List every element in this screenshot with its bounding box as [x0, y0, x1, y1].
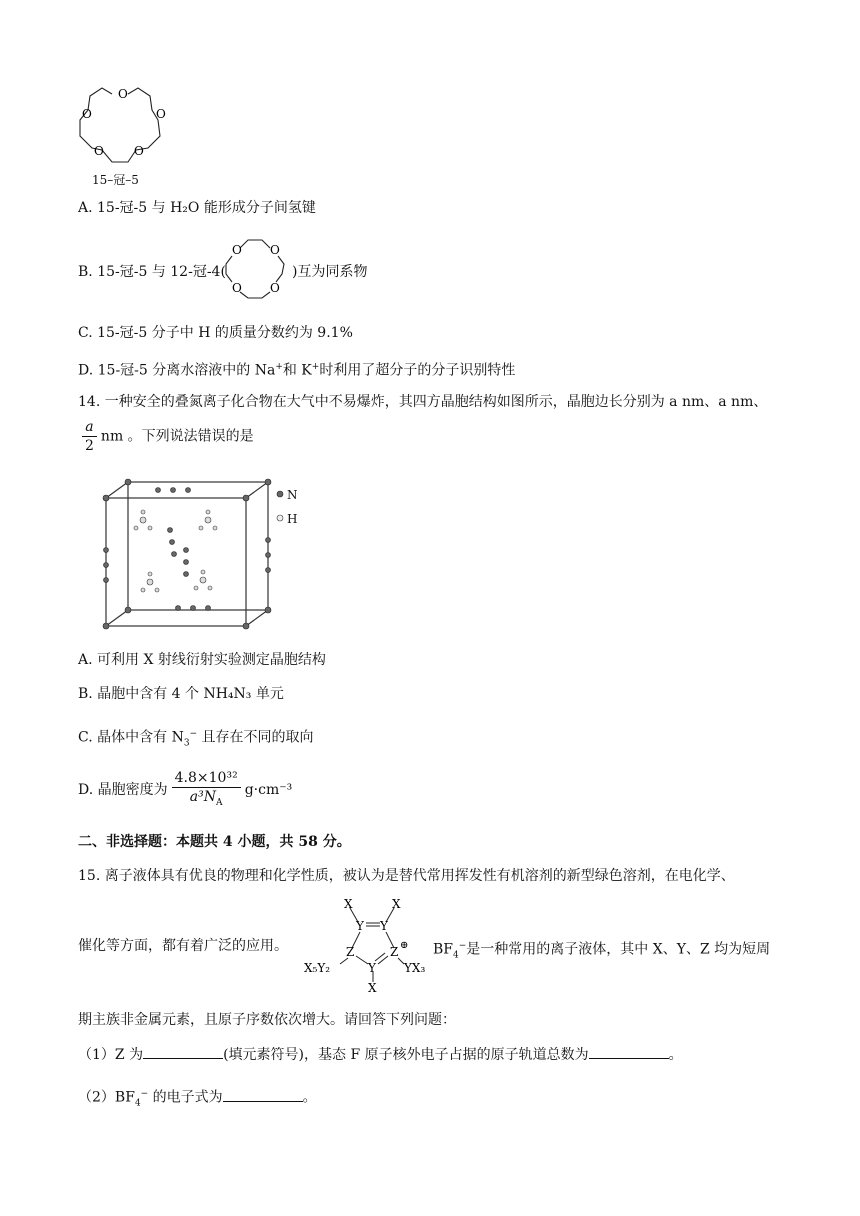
q15-line2-pre: 催化等方面，都有着广泛的应用。 — [78, 938, 288, 954]
svg-text:Z: Z — [390, 945, 399, 959]
svg-text:X: X — [368, 981, 377, 995]
q14-stem-line2: $\frac{a}{2}$ nm 。下列说法错误的是 — [78, 418, 254, 455]
section-2-heading: 二、非选择题：本题共 4 小题，共 58 分。 — [78, 834, 351, 850]
svg-text:X₅Y₂: X₅Y₂ — [304, 961, 331, 975]
ionic-liquid-structure — [300, 896, 436, 996]
crown-ether-12-4-diagram — [218, 234, 292, 304]
legend-H: H — [287, 512, 298, 526]
density-fraction: $\frac{\text{4.8×10³²}}{a^3N_A}$ — [172, 769, 241, 812]
crown-ether-15-5-diagram — [72, 78, 182, 170]
svg-text:O: O — [270, 243, 280, 257]
svg-text:Y: Y — [368, 961, 376, 975]
svg-text:O: O — [82, 107, 92, 121]
svg-text:O: O — [134, 144, 144, 158]
svg-text:X: X — [392, 897, 401, 911]
q14-option-c: C. 晶体中含有 $N_3^-$ 且存在不同的取向 — [78, 729, 314, 749]
svg-text:O: O — [270, 281, 280, 295]
q15-sub1: （1）Z 为 (填元素符号)，基态 F 原子核外电子占据的原子轨道总数为 。 — [78, 1044, 683, 1065]
q13-option-a: A. 15-冠-5 与 H₂O 能形成分子间氢键 — [78, 200, 316, 216]
crystal-cell-diagram — [88, 470, 318, 640]
svg-text:O: O — [156, 107, 166, 121]
svg-text:Z: Z — [346, 945, 355, 959]
svg-text:Y: Y — [356, 919, 364, 933]
q14-option-b: B. 晶胞中含有 4 个 NH₄N₃ 单元 — [78, 686, 284, 702]
svg-text:X: X — [344, 897, 353, 911]
svg-text:O: O — [232, 243, 242, 257]
svg-text:O: O — [232, 281, 242, 295]
q15-sub2: $(2)BF_4^-$ 的电子式为 。 — [78, 1084, 317, 1113]
q15-stem: 15. 离子液体具有优良的物理和化学性质，被认为是替代常用挥发性有机溶剂的新型绿色溶剂，在电化学、 — [78, 868, 735, 884]
svg-text:YX₃: YX₃ — [404, 961, 426, 975]
q14-option-d: D. 晶胞密度为 $\frac{\text{4.8×10³²}}{a^3N_A}$ g·cm⁻³ — [78, 768, 292, 812]
q13-option-d: D. 15-冠-5 分离水溶液中的 Na+和 K+时利用了超分子的分子识别特性 — [78, 362, 516, 379]
q13-option-c: C. 15-冠-5 分子中 H 的质量分数约为 9.1% — [78, 325, 353, 341]
q15-line2-post: $BF_4^-$是一种常用的离子液体，其中 X、Y、Z 均为短周 — [433, 941, 771, 961]
q13-option-b: B. 15-冠-5 与 12-冠-4( — [78, 264, 226, 280]
crown-O-top: O — [118, 87, 128, 101]
q14-stem: 14. 一种安全的叠氮离子化合物在大气中不易爆炸，其四方晶胞结构如图所示，晶胞边长分别为 a nm、a nm、 — [78, 394, 768, 410]
crown-caption: 15–冠–5 — [92, 173, 139, 187]
legend-N: N — [287, 488, 298, 502]
answer-blank-3[interactable] — [223, 1087, 303, 1102]
q15-line3: 期主族非金属元素，且原子序数依次增大。请回答下列问题： — [78, 1012, 456, 1028]
q13-option-b-tail: )互为同系物 — [292, 264, 368, 280]
svg-text:⊕: ⊕ — [400, 940, 409, 951]
svg-text:Y: Y — [380, 919, 388, 933]
answer-blank-1[interactable] — [143, 1044, 223, 1059]
answer-blank-2[interactable] — [589, 1044, 669, 1059]
fraction-a-over-2: $\frac{a}{2}$ — [82, 418, 97, 455]
svg-text:O: O — [94, 144, 104, 158]
q14-option-a: A. 可利用 X 射线衍射实验测定晶胞结构 — [78, 652, 326, 668]
